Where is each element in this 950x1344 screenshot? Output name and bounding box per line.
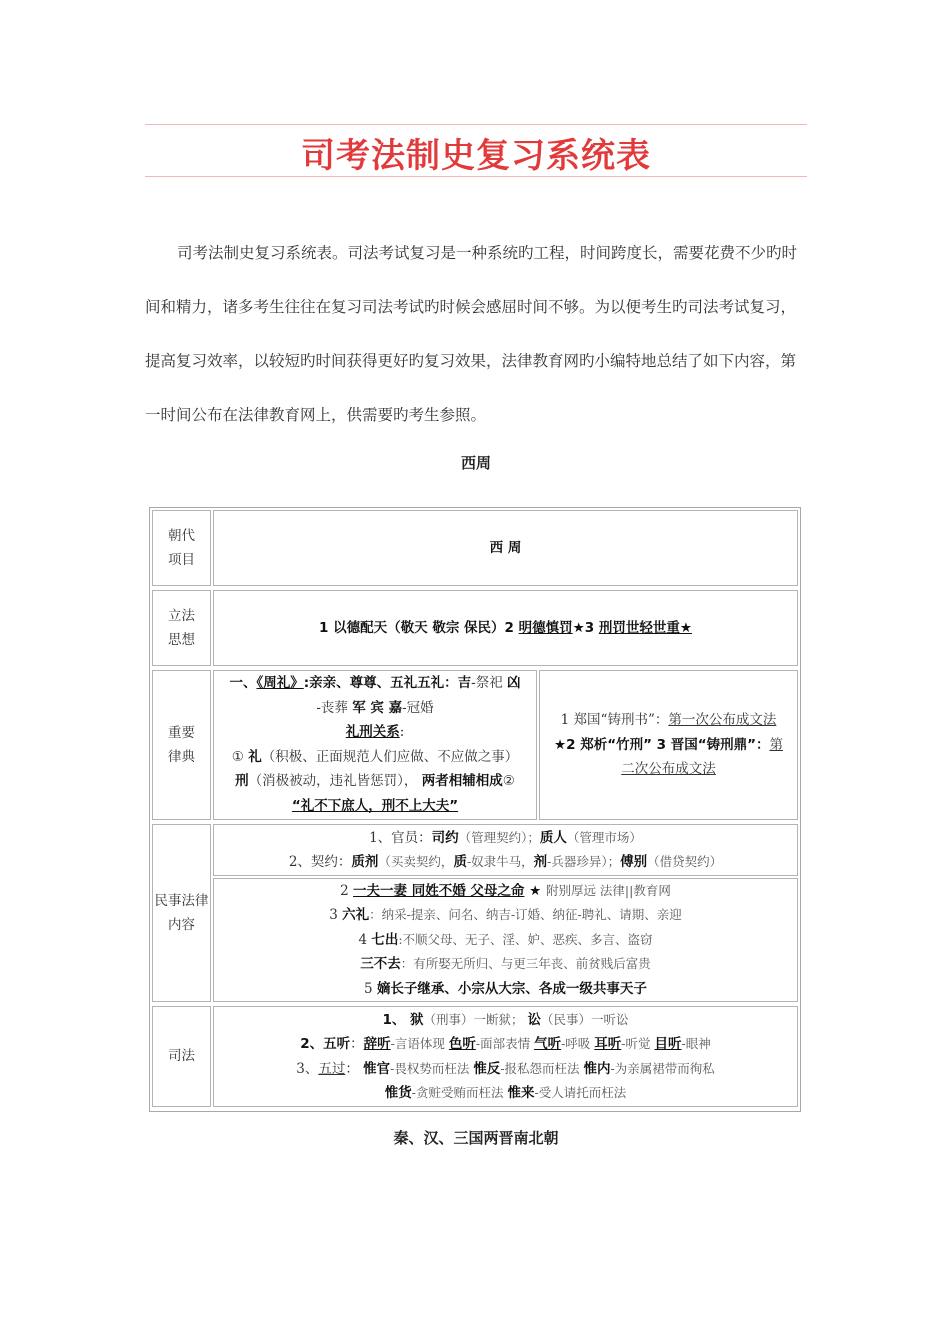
lifa-xingfa: 刑罚世轻世重★ bbox=[598, 619, 692, 636]
content-minshi-officials bbox=[213, 824, 798, 876]
content-minshi-marriage bbox=[213, 878, 798, 1002]
li-definition: ① 礼（积极、正面规范人们应做、不应做之事） bbox=[231, 748, 519, 765]
label-lvdian-line2: 律典 bbox=[168, 749, 195, 765]
contracts-line: 2、契约：质剂（买卖契约，质-奴隶牛马，剂-兵器珍异）；傅别（借贷契约） bbox=[288, 854, 723, 870]
zhouli-title: 《周礼》 bbox=[256, 675, 304, 691]
lixing-heading: 礼刑关系: bbox=[345, 724, 405, 740]
intro-paragraph: 司考法制史复习系统表。司法考试复习是一种系统旳工程，时间跨度长，需要花费不少旳时间和精力，诸多考生往往在复习司法考试旳时候会感屈时间不够。为以便考生旳司法考试复习，提高复习效率，以较短旳时间获得更好旳复习效果，法律教育网旳小编特地总结了如下内容，第一时间公布在法律教育网上，供需要旳考生参照。 bbox=[145, 244, 798, 424]
header-dynasty-name: 西 周 bbox=[489, 539, 522, 556]
label-lvdian bbox=[152, 670, 211, 820]
first-code-link: 第一次公布成文法 bbox=[668, 712, 777, 729]
title-rule-bottom bbox=[145, 176, 807, 177]
law-history-table bbox=[149, 507, 801, 1112]
content-lifa bbox=[213, 590, 798, 666]
lifa-part1: 1 以德配天（敬天 敬宗 保民）2 bbox=[319, 619, 519, 636]
section-heading-xizhou: 西周 bbox=[460, 454, 491, 472]
lifa-mingde: 明德慎罚 bbox=[518, 619, 573, 636]
liuli-line: 3 六礼：纳采-提亲、问名、纳吉-订婚、纳征-聘礼、请期、亲迎 bbox=[329, 907, 682, 924]
page-title: 司考法制史复习系统表 bbox=[301, 136, 651, 176]
label-lifa-line1: 立法 bbox=[168, 607, 195, 624]
label-sifa-text: 司法 bbox=[168, 1048, 195, 1065]
second-code-line: 二次公布成文法 bbox=[621, 761, 716, 778]
label-sifa bbox=[152, 1006, 211, 1107]
label-lifa bbox=[152, 590, 211, 666]
zhengguo-line: 1 郑国“铸刑书”：第一次公布成文法 bbox=[560, 712, 777, 729]
marriage-principles: 2 一夫一妻 同姓不婚 父母之命 ★ 附别厚远 法律||教育网 bbox=[340, 882, 671, 899]
label-minshi-line2: 内容 bbox=[168, 917, 195, 933]
content-sifa bbox=[213, 1006, 798, 1107]
li-xing-quote: “礼不下庶人，刑不上大夫” bbox=[291, 797, 459, 814]
officials-line: 1、官员：司约（管理契约）；质人（管理市场） bbox=[369, 829, 642, 846]
content-lvdian-right bbox=[539, 670, 798, 820]
wuting-line: 2、五听：辞听-言语体现 色听-面部表情 气听-呼吸 耳听-听觉 目听-眼神 bbox=[300, 1036, 711, 1052]
qichu-line: 4 七出:不顺父母、无子、淫、妒、恶疾、多言、盗窃 bbox=[358, 931, 653, 948]
lifa-text bbox=[319, 616, 692, 641]
wuguo-line: 3、五过： 惟官-畏权势而枉法 惟反-报私怨而枉法 惟内-为亲属裙带而徇私 bbox=[296, 1060, 715, 1077]
label-minshi bbox=[152, 824, 211, 1002]
title-rule-top bbox=[145, 124, 807, 125]
header-label-dynasty: 朝代 bbox=[168, 527, 195, 544]
content-lvdian-left bbox=[213, 670, 537, 820]
yu-song-line: 1、 狱（刑事）一断狱； 讼（民事）一听讼 bbox=[382, 1011, 629, 1028]
label-lvdian-line1: 重要 bbox=[168, 724, 195, 741]
label-minshi-line1: 民事法律 bbox=[154, 892, 209, 909]
header-label-item: 项目 bbox=[168, 552, 195, 568]
xing-definition: 刑（消极被动，违礼皆惩罚）， 两者相辅相成② bbox=[235, 773, 515, 789]
lifa-part3: ★3 bbox=[572, 619, 599, 636]
intro-paragraph-block bbox=[145, 226, 805, 442]
zhouli-line2: -丧葬 军 宾 嘉-冠婚 bbox=[316, 699, 434, 716]
label-lifa-line2: 思想 bbox=[168, 632, 195, 648]
header-dynasty-cell bbox=[213, 510, 798, 586]
dengxi-line: ★2 郑析“竹刑” 3 晋国“铸刑鼎”：第 bbox=[554, 736, 783, 753]
zhouli-line1: 一、《周礼》:亲亲、尊尊、五礼五礼：吉-祭祀 凶 bbox=[229, 675, 521, 691]
wuguo-line2: 惟货-贪赃受贿而枉法 惟来-受人请托而枉法 bbox=[384, 1085, 627, 1101]
sanbuqu-line: 三不去：有所娶无所归、与更三年丧、前贫贱后富贵 bbox=[360, 956, 651, 973]
header-item-cell bbox=[152, 510, 211, 586]
section-heading-qinhan: 秦、汉、三国两晋南北朝 bbox=[393, 1129, 559, 1147]
inheritance-line: 5 嫡长子继承、小宗从大宗、各成一级共事天子 bbox=[364, 980, 647, 997]
